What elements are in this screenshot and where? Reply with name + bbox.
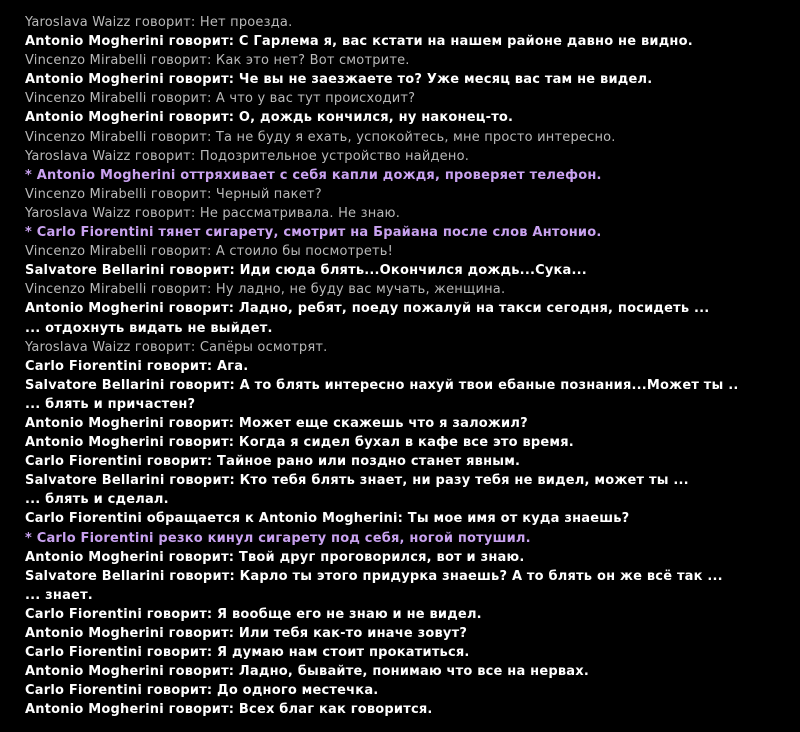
chat-message-line: Carlo Fiorentini говорит: Тайное рано или поздно станет явным. xyxy=(25,454,521,470)
chat-message-line: Vincenzo Mirabelli говорит: Ну ладно, не буду вас мучать, женщина. xyxy=(25,282,506,298)
chat-message-line: Carlo Fiorentini говорит: Ага. xyxy=(25,358,249,374)
chat-action-line: * Antonio Mogherini оттряхивает с себя капли дождя, проверяет телефон. xyxy=(25,167,602,183)
chat-message-line: Antonio Mogherini говорит: Когда я сидел бухал в кафе все это время. xyxy=(25,435,574,451)
chat-message-line: Yaroslava Waizz говорит: Подозрительное устройство найдено. xyxy=(25,148,470,164)
chat-message-line: Vincenzo Mirabelli говорит: А стоило бы посмотреть! xyxy=(25,244,394,260)
chat-message-line: Antonio Mogherini говорит: Твой друг проговорился, вот и знаю. xyxy=(25,549,525,565)
chat-message-line: ... блять и причастен? xyxy=(25,396,196,412)
chat-message-line: Vincenzo Mirabelli говорит: А что у вас тут происходит? xyxy=(25,91,416,107)
chat-message-line: Antonio Mogherini говорит: Всех благ как говорится. xyxy=(25,702,433,718)
chat-message-line: Yaroslava Waizz говорит: Нет проезда. xyxy=(25,15,293,30)
chat-message-line: Vincenzo Mirabelli говорит: Та не буду я ехать, успокойтесь, мне просто интересно. xyxy=(25,129,616,145)
chat-message-line: Carlo Fiorentini обращается к Antonio Mogherini: Ты мое имя от куда знаешь? xyxy=(25,511,630,527)
chat-message-line: Salvatore Bellarini говорит: А то блять интересно нахуй твои ебаные познания...Может ты .. xyxy=(25,377,739,393)
chat-action-line: * Carlo Fiorentini тянет сигарету, смотрит на Брайана после слов Антонио. xyxy=(25,225,602,241)
chat-message-line: Salvatore Bellarini говорит: Иди сюда блять...Окончился дождь...Сука... xyxy=(25,263,587,279)
chat-message-line: ... знает. xyxy=(25,587,93,603)
chat-message-line: Yaroslava Waizz говорит: Сапёры осмотрят. xyxy=(25,339,328,355)
chat-message-line: Antonio Mogherini говорит: О, дождь кончился, ну наконец-то. xyxy=(25,110,514,126)
chat-message-line: Antonio Mogherini говорит: Ладно, ребят, поеду пожалуй на такси сегодня, посидеть ... xyxy=(25,301,710,317)
chat-message-line: Carlo Fiorentini говорит: Я вообще его не знаю и не видел. xyxy=(25,606,482,622)
chat-message-line: Salvatore Bellarini говорит: Кто тебя блять знает, ни разу тебя не видел, может ты ... xyxy=(25,473,689,489)
chat-message-line: ... отдохнуть видать не выйдет. xyxy=(25,320,273,336)
chat-message-line: Carlo Fiorentini говорит: До одного местечка. xyxy=(25,683,379,699)
chat-message-line: Antonio Mogherini говорит: Или тебя как-то иначе зовут? xyxy=(25,626,468,641)
chat-message-line: Yaroslava Waizz говорит: Не рассматривала. Не знаю. xyxy=(25,205,401,221)
chat-message-line: ... блять и сделал. xyxy=(25,492,169,508)
chat-message-line: Antonio Mogherini говорит: Ладно, бывайте, понимаю что все на нервах. xyxy=(25,664,590,680)
chat-message-line: Vincenzo Mirabelli говорит: Черный пакет? xyxy=(25,186,322,202)
chat-action-line: * Carlo Fiorentini резко кинул сигарету под себя, ногой потушил. xyxy=(25,530,531,546)
chat-message-line: Salvatore Bellarini говорит: Карло ты этого придурка знаешь? А то блять он же всё так ... xyxy=(25,568,723,584)
chat-message-line: Carlo Fiorentini говорит: Я думаю нам стоит прокатиться. xyxy=(25,645,470,661)
chat-message-line: Vincenzo Mirabelli говорит: Как это нет? Вот смотрите. xyxy=(25,53,410,69)
chat-message-line: Antonio Mogherini говорит: Может еще скажешь что я заложил? xyxy=(25,415,528,431)
chat-message-line: Antonio Mogherini говорит: Че вы не заезжаете то? Уже месяц вас там не видел. xyxy=(25,72,653,88)
chat-message-line: Antonio Mogherini говорит: С Гарлема я, вас кстати на нашем районе давно не видно. xyxy=(25,34,693,50)
chat-log xyxy=(0,13,800,719)
